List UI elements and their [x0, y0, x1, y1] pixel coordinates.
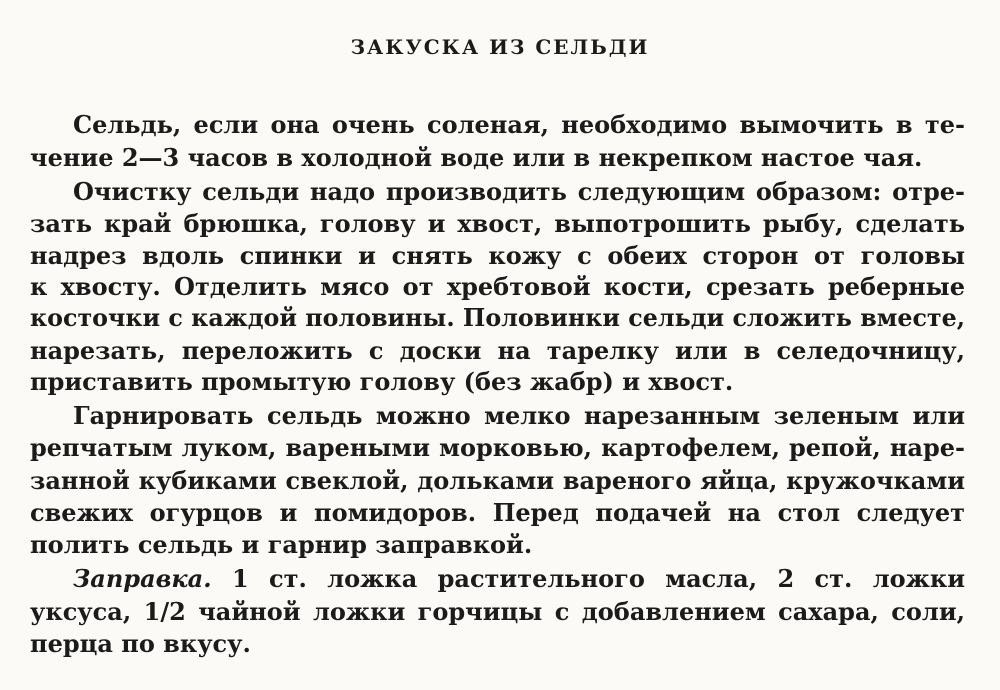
- paragraph-2-line-2: зать край брюшка, голову и хвост, выпотрошить рыбу, сделать: [30, 209, 965, 238]
- paragraph-2-line-4: к хвосту. Отделить мясо от хребтовой кости, срезать реберные: [30, 272, 965, 301]
- paragraph-2-line-3: надрез вдоль спинки и снять кожу с обеих сторон от головы: [30, 241, 965, 270]
- paragraph-4-line-1: [73, 564, 965, 594]
- paragraph-1-line-2: чение 2—3 часов в холодной воде или в некрепком настое чая.: [30, 143, 923, 172]
- paragraph-2-line-1: Очистку сельди надо производить следующим образом: отре-: [73, 177, 965, 206]
- paragraph-3-line-4: свежих огурцов и помидоров. Перед подачей на стол следует: [30, 498, 965, 527]
- paragraph-3-line-3: занной кубиками свеклой, дольками вареного яйца, кружочками: [30, 466, 965, 495]
- paragraph-2-line-6: нарезать, переложить с доски на тарелку или в селедочницу,: [30, 336, 965, 365]
- dressing-label: Заправка.: [73, 564, 212, 593]
- paragraph-2-line-7: приставить промытую голову (без жабр) и хвост.: [30, 367, 734, 396]
- paragraph-4-line-3: перца по вкусу.: [30, 629, 251, 658]
- paragraph-3-line-5: полить сельдь и гарнир заправкой.: [30, 530, 533, 559]
- paragraph-4-line-2: уксуса, 1/2 чайной ложки горчицы с добавлением сахара, соли,: [30, 597, 965, 626]
- document-title: ЗАКУСКА ИЗ СЕЛЬДИ: [350, 35, 650, 59]
- paragraph-1-line-1: Сельдь, если она очень соленая, необходимо вымочить в те-: [73, 110, 965, 139]
- paragraph-3-line-2: репчатым луком, вареными морковью, картофелем, репой, наре-: [30, 433, 965, 462]
- paragraph-3-line-1: Гарнировать сельдь можно мелко нарезанным зеленым или: [73, 401, 965, 430]
- paragraph-2-line-5: косточки с каждой половины. Половинки сельди сложить вместе,: [30, 303, 965, 332]
- paragraph-4-line-1-text: 1 ст. ложка растительного масла, 2 ст. ложки: [231, 564, 965, 593]
